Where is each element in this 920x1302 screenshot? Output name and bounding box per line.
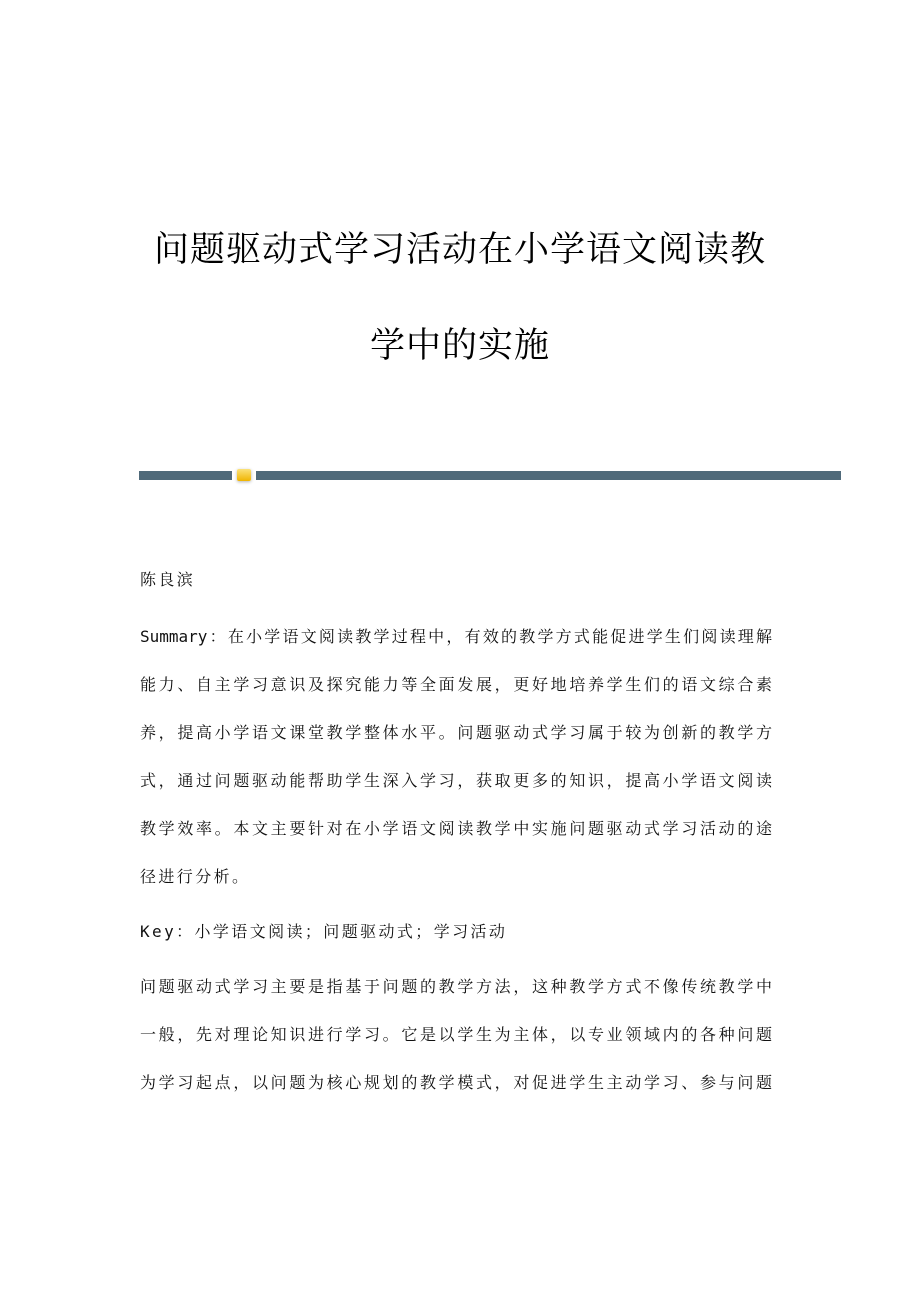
divider-right	[256, 471, 841, 480]
document-title-line-2: 学中的实施	[369, 326, 550, 366]
keywords: Key：小学语文阅读；问题驱动式；学习活动	[140, 922, 508, 941]
summary-line: 式，通过问题驱动能帮助学生深入学习，获取更多的知识，提高小学语文阅读	[140, 771, 772, 790]
summary-line: 能力、自主学习意识及探究能力等全面发展，更好地培养学生们的语文综合素	[140, 675, 772, 694]
summary-line: 教学效率。本文主要针对在小学语文阅读教学中实施问题驱动式学习活动的途	[140, 819, 772, 838]
author: 陈良滨	[140, 570, 196, 589]
summary-line: Summary：在小学语文阅读教学过程中，有效的教学方式能促进学生们阅读理解	[140, 627, 772, 646]
divider-left	[139, 471, 232, 480]
document-title-line-1: 问题驱动式学习活动在小学语文阅读教	[153, 230, 766, 270]
body-line: 一般，先对理论知识进行学习。它是以学生为主体，以专业领域内的各种问题	[140, 1025, 772, 1044]
summary-line: 养，提高小学语文课堂教学整体水平。问题驱动式学习属于较为创新的教学方	[140, 723, 772, 742]
divider-ornament-icon	[237, 469, 251, 481]
body-line: 为学习起点，以问题为核心规划的教学模式，对促进学生主动学习、参与问题	[140, 1073, 772, 1092]
summary-line: 径进行分析。	[140, 867, 251, 886]
body-line: 问题驱动式学习主要是指基于问题的教学方法，这种教学方式不像传统教学中	[140, 977, 772, 996]
